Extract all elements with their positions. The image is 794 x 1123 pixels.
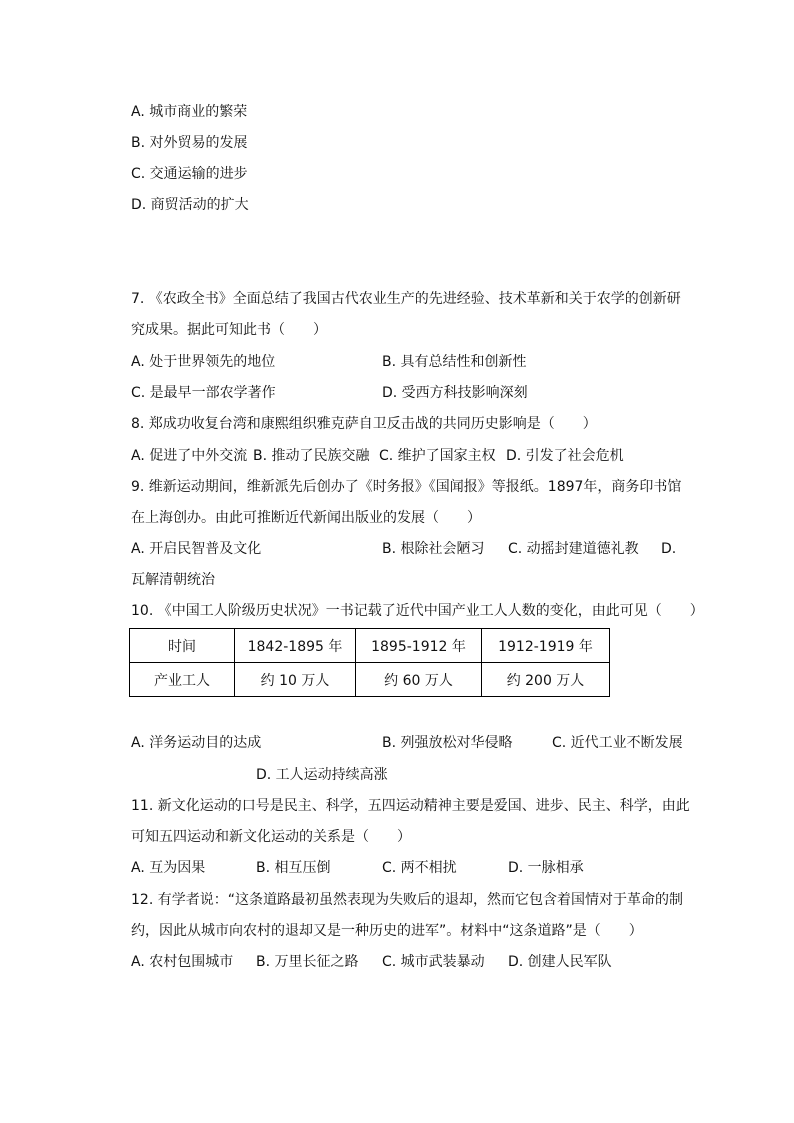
q8-stem: 8. 郑成功收复台湾和康熙组织雅克萨自卫反击战的共同历史影响是（ ） bbox=[131, 416, 597, 432]
q7-option-b: B. 具有总结性和创新性 bbox=[382, 354, 527, 370]
table-cell: 约 60 万人 bbox=[356, 663, 482, 697]
q8-option-a: A. 促进了中外交流 bbox=[131, 448, 248, 464]
table-cell: 约 10 万人 bbox=[235, 663, 356, 697]
q12-stem-line1: 12. 有学者说：“这条道路最初虽然表现为失败后的退却，然而它包含着国情对于革命的制 bbox=[131, 892, 683, 908]
q9-option-d-label: D. bbox=[661, 541, 677, 557]
q9-stem-line1: 9. 维新运动期间，维新派先后创办了《时务报》《国闻报》等报纸。1897年，商务印书馆 bbox=[131, 479, 682, 495]
q8-option-c: C. 维护了国家主权 bbox=[379, 448, 496, 464]
q11-stem-line1: 11. 新文化运动的口号是民主、科学，五四运动精神主要是爱国、进步、民主、科学，由此 bbox=[131, 798, 690, 814]
q7-option-d: D. 受西方科技影响深刻 bbox=[382, 385, 528, 401]
q10-option-d: D. 工人运动持续高涨 bbox=[256, 767, 388, 783]
q12-option-c: C. 城市武装暴动 bbox=[382, 954, 485, 970]
q10-option-a: A. 洋务运动目的达成 bbox=[131, 735, 262, 751]
q11-stem-line2: 可知五四运动和新文化运动的关系是（ ） bbox=[131, 829, 411, 845]
q10-option-b: B. 列强放松对华侵略 bbox=[382, 735, 513, 751]
q7-stem-line2: 究成果。据此可知此书（ ） bbox=[131, 322, 327, 338]
q12-option-d: D. 创建人民军队 bbox=[508, 954, 612, 970]
q10-stem: 10. 《中国工人阶级历史状况》一书记载了近代中国产业工人人数的变化，由此可见（ ） bbox=[131, 603, 704, 619]
table-cell: 1895-1912 年 bbox=[356, 629, 482, 663]
q6-option-a: A. 城市商业的繁荣 bbox=[131, 104, 248, 120]
q7-stem-line1: 7. 《农政全书》全面总结了我国古代农业生产的先进经验、技术革新和关于农学的创新研 bbox=[131, 291, 681, 307]
q10-option-c: C. 近代工业不断发展 bbox=[552, 735, 683, 751]
q9-option-d-text: 瓦解清朝统治 bbox=[131, 572, 215, 588]
q11-option-d: D. 一脉相承 bbox=[508, 860, 584, 876]
q12-option-a: A. 农村包围城市 bbox=[131, 954, 234, 970]
table-cell: 1912-1919 年 bbox=[482, 629, 610, 663]
q12-stem-line2: 约，因此从城市向农村的退却又是一种历史的进军”。材料中“这条道路”是（ ） bbox=[131, 923, 643, 939]
q10-worker-table bbox=[129, 628, 610, 697]
q11-option-b: B. 相互压倒 bbox=[256, 860, 331, 876]
q6-option-d: D. 商贸活动的扩大 bbox=[131, 197, 249, 213]
q11-option-a: A. 互为因果 bbox=[131, 860, 206, 876]
table-header-row bbox=[130, 629, 610, 663]
q6-option-b: B. 对外贸易的发展 bbox=[131, 135, 248, 151]
q7-option-a: A. 处于世界领先的地位 bbox=[131, 354, 276, 370]
q7-option-c: C. 是最早一部农学著作 bbox=[131, 385, 276, 401]
q9-option-a: A. 开启民智普及文化 bbox=[131, 541, 262, 557]
table-cell: 时间 bbox=[130, 629, 235, 663]
table-cell: 1842-1895 年 bbox=[235, 629, 356, 663]
table-cell: 约 200 万人 bbox=[482, 663, 610, 697]
q8-option-d: D. 引发了社会危机 bbox=[506, 448, 624, 464]
q11-option-c: C. 两不相扰 bbox=[382, 860, 457, 876]
q8-option-b: B. 推动了民族交融 bbox=[253, 448, 370, 464]
table-row bbox=[130, 663, 610, 697]
q12-option-b: B. 万里长征之路 bbox=[256, 954, 359, 970]
q9-option-b: B. 根除社会陋习 bbox=[382, 541, 485, 557]
q6-option-c: C. 交通运输的进步 bbox=[131, 166, 248, 182]
table-cell: 产业工人 bbox=[130, 663, 235, 697]
q9-stem-line2: 在上海创办。由此可推断近代新闻出版业的发展（ ） bbox=[131, 510, 481, 526]
q9-option-c: C. 动摇封建道德礼教 bbox=[508, 541, 639, 557]
